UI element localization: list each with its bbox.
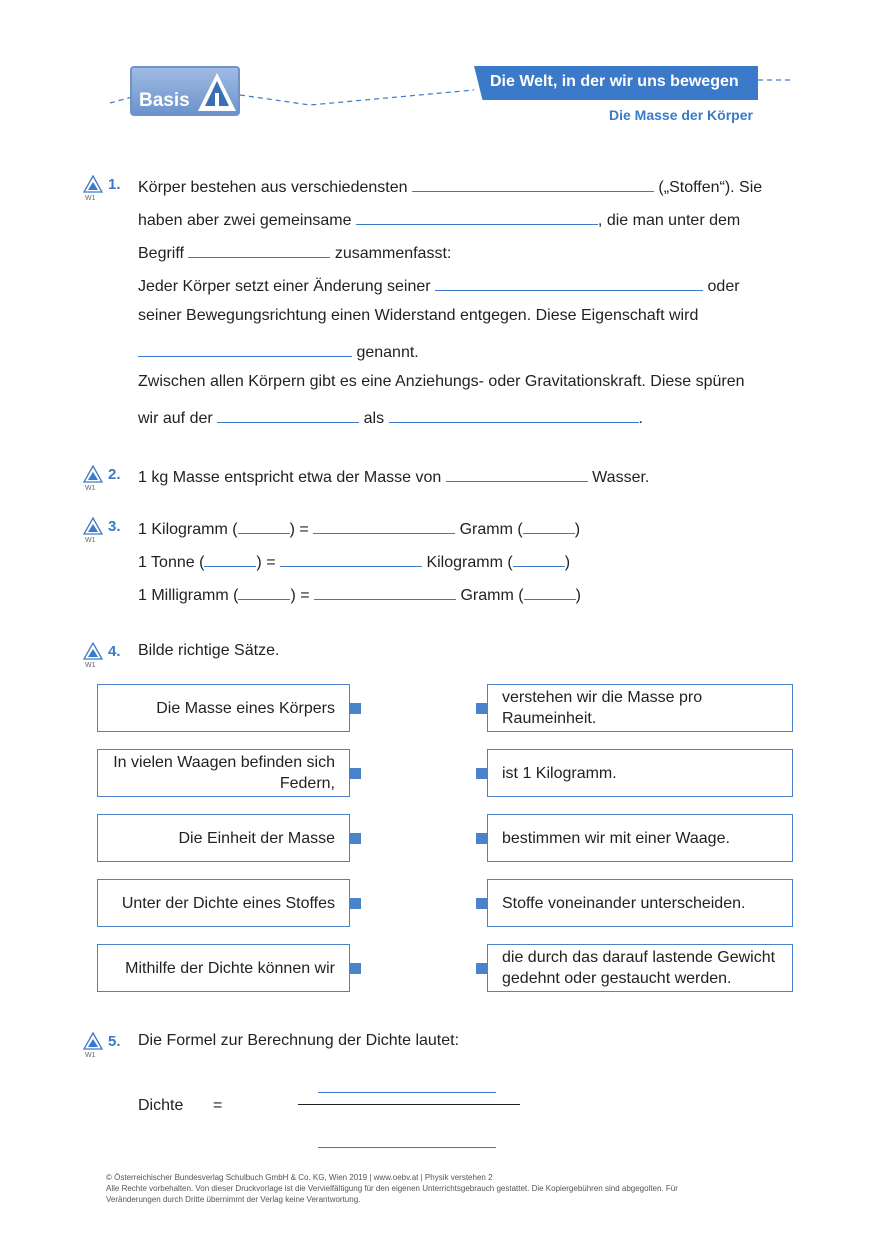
match-right-box[interactable]: [487, 749, 793, 797]
answer-blank[interactable]: [313, 517, 455, 534]
match-text: In vielen Waagen befinden sich Federn,: [113, 754, 335, 792]
answer-blank[interactable]: [513, 550, 565, 567]
pyramid-icon: [196, 71, 238, 113]
question-number: 5.: [108, 1033, 121, 1050]
level-tag: W1: [85, 1052, 96, 1059]
text: 1 Kilogramm (: [138, 521, 238, 538]
answer-blank[interactable]: [188, 241, 330, 258]
answer-blank[interactable]: [389, 406, 639, 423]
connector-dot[interactable]: [476, 768, 487, 779]
match-left-box[interactable]: [97, 684, 350, 732]
match-left-box[interactable]: [97, 944, 350, 992]
badge-label: Basis: [139, 90, 190, 111]
answer-blank[interactable]: [523, 517, 575, 534]
answer-blank[interactable]: [217, 406, 359, 423]
q3-row-2: [138, 550, 570, 572]
q1-line-7: Zwischen allen Körpern gibt es eine Anziehungs- oder Gravitationskraft. Diese spüren: [138, 373, 745, 390]
q3-row-1: [138, 517, 580, 539]
answer-blank[interactable]: [412, 175, 654, 192]
footer-line: Alle Rechte vorbehalten. Von dieser Druckvorlage ist die Vervielfältigung für den eigenen Unterrichtsgebrauch gestattet. Die Kopiergebühren sind abgegolten. Für: [106, 1184, 678, 1193]
formula-label: Dichte: [138, 1097, 184, 1114]
pyramid-level-icon: [83, 1032, 103, 1059]
text: , die man unter dem: [597, 212, 741, 229]
answer-blank[interactable]: [138, 340, 352, 357]
text: Körper bestehen aus verschiedensten: [138, 179, 408, 196]
q5-prompt: Die Formel zur Berechnung der Dichte lautet:: [138, 1032, 460, 1049]
q4-prompt: Bilde richtige Sätze.: [138, 642, 280, 659]
answer-blank[interactable]: [238, 583, 290, 600]
level-tag: W1: [85, 537, 96, 544]
text: ): [575, 587, 581, 604]
q1-line-6: [138, 340, 419, 362]
text: Wasser.: [592, 469, 650, 486]
answer-blank[interactable]: [435, 274, 703, 291]
pyramid-level-icon: [83, 175, 103, 202]
section-title: Die Masse der Körper: [609, 107, 753, 123]
match-text: ist 1 Kilogramm.: [502, 764, 617, 782]
text: 1 Tonne (: [138, 554, 205, 571]
match-left-box[interactable]: [97, 879, 350, 927]
q1-line-4: [138, 274, 740, 296]
footer-line: Veränderungen durch Dritte übernimmt der Verlag keine Verantwortung.: [106, 1195, 361, 1204]
connector-dot[interactable]: [476, 898, 487, 909]
answer-blank[interactable]: [238, 517, 290, 534]
basis-badge: [130, 66, 240, 116]
chapter-title: Die Welt, in der wir uns bewegen: [490, 73, 739, 90]
match-right-box[interactable]: [487, 684, 793, 732]
text: ) =: [290, 587, 310, 604]
answer-blank[interactable]: [356, 208, 598, 225]
match-right-box[interactable]: [487, 879, 793, 927]
q1-line-2: [138, 208, 740, 230]
match-text: bestimmen wir mit einer Waage.: [502, 829, 730, 847]
text: als: [363, 410, 385, 427]
question-number: 4.: [108, 643, 121, 660]
level-tag: W1: [85, 662, 96, 669]
connector-dot[interactable]: [476, 833, 487, 844]
text: ): [574, 521, 581, 538]
text: Begriff: [138, 245, 184, 262]
connector-dot[interactable]: [350, 703, 361, 714]
footer: [106, 1172, 786, 1205]
question-number: 3.: [108, 518, 121, 535]
text: genannt.: [356, 344, 419, 361]
answer-blank[interactable]: [446, 465, 588, 482]
question-number: 2.: [108, 466, 121, 483]
footer-line: © Österreichischer Bundesverlag Schulbuch GmbH & Co. KG, Wien 2019 | www.oebv.at | Physik verstehen 2: [106, 1173, 493, 1182]
match-text: verstehen wir die Masse pro Raumeinheit.: [502, 689, 703, 727]
denominator-blank[interactable]: [318, 1147, 496, 1148]
pyramid-level-icon: [83, 642, 103, 669]
pyramid-level-icon: [83, 517, 103, 544]
text: ) =: [256, 554, 276, 571]
q1-line-3: [138, 241, 451, 263]
text: Kilogramm (: [426, 554, 513, 571]
text: 1 kg Masse entspricht etwa der Masse von: [138, 469, 442, 486]
text: („Stoffen“). Sie: [658, 179, 763, 196]
question-number: 1.: [108, 176, 121, 193]
connector-dot[interactable]: [476, 963, 487, 974]
pyramid-level-icon: [83, 465, 103, 492]
q3-row-3: [138, 583, 581, 605]
match-right-box[interactable]: [487, 944, 793, 992]
level-tag: W1: [85, 195, 96, 202]
match-right-box[interactable]: [487, 814, 793, 862]
answer-blank[interactable]: [204, 550, 256, 567]
q1-line-1: [138, 175, 762, 197]
text: oder: [707, 278, 740, 295]
text: 1 Milligramm (: [138, 587, 239, 604]
text: ) =: [289, 521, 309, 538]
text: zusammenfasst:: [334, 245, 452, 262]
answer-blank[interactable]: [524, 583, 576, 600]
text: Gramm (: [460, 587, 524, 604]
level-tag: W1: [85, 485, 96, 492]
q2-line: [138, 465, 649, 487]
q1-line-8: [138, 406, 643, 428]
text: wir auf der: [138, 410, 213, 427]
match-text: Die Masse eines Körpers: [156, 699, 335, 717]
text: Jeder Körper setzt einer Änderung seiner: [138, 278, 431, 295]
fraction-bar: [298, 1104, 520, 1105]
text: .: [638, 410, 643, 427]
match-text: Stoffe voneinander unterscheiden.: [502, 894, 746, 912]
text: haben aber zwei gemeinsame: [138, 212, 352, 229]
match-text: Unter der Dichte eines Stoffes: [121, 894, 335, 912]
answer-blank[interactable]: [280, 550, 422, 567]
connector-dot[interactable]: [350, 898, 361, 909]
match-text: die durch das darauf lastende Gewicht gedehnt oder gestaucht werden.: [502, 949, 776, 987]
connector-dot[interactable]: [350, 768, 361, 779]
text: ): [564, 554, 571, 571]
answer-blank[interactable]: [314, 583, 456, 600]
connector-dot[interactable]: [350, 833, 361, 844]
match-text: Mithilfe der Dichte können wir: [125, 959, 335, 977]
text: Gramm (: [459, 521, 523, 538]
numerator-blank[interactable]: [318, 1092, 496, 1093]
q1-line-5: seiner Bewegungsrichtung einen Widerstand entgegen. Diese Eigenschaft wird: [138, 307, 699, 324]
equals-sign: =: [213, 1097, 223, 1114]
match-left-box[interactable]: [97, 749, 350, 797]
match-left-box[interactable]: [97, 814, 350, 862]
match-text: Die Einheit der Masse: [178, 829, 335, 847]
connector-dot[interactable]: [350, 963, 361, 974]
connector-dot[interactable]: [476, 703, 487, 714]
